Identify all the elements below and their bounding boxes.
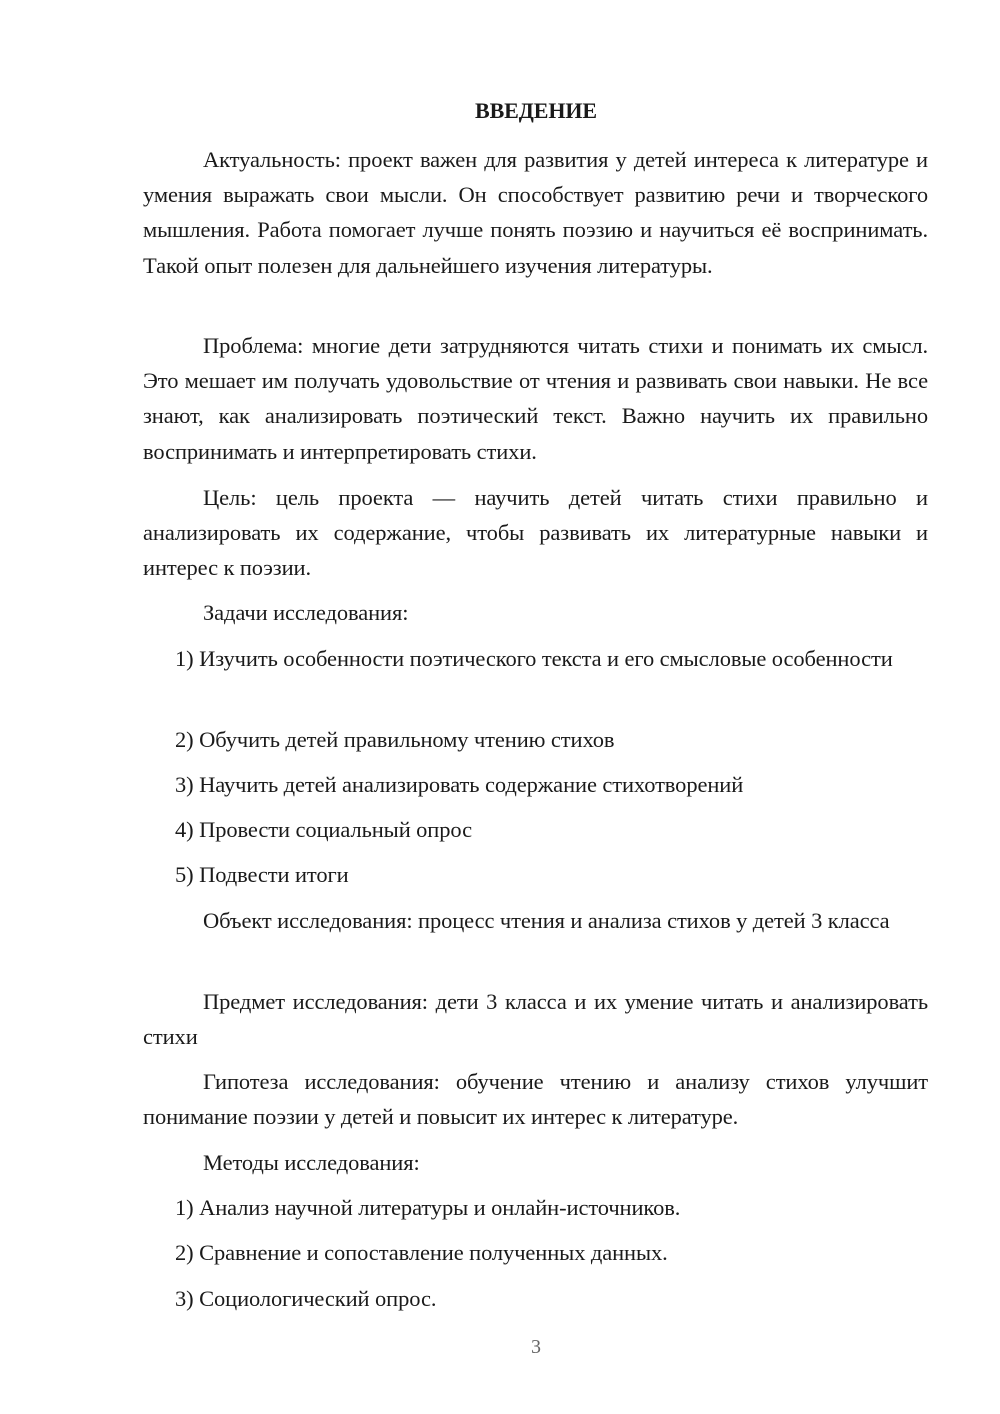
paragraph-object: Объект исследования: процесс чтения и анализа стихов у детей 3 класса: [203, 908, 890, 933]
method-item-2: 2) Сравнение и сопоставление полученных данных.: [175, 1240, 668, 1265]
paragraph-goal: Цель: цель проекта — научить детей читать стихи правильно и анализировать их содержание, чтобы развивать их литературные навыки и интерес к поэзии.: [143, 485, 928, 581]
paragraph-relevance: Актуальность: проект важен для развития у детей интереса к литературе и умения выражать свои мысли. Он способствует развитию речи и творческого мышления. Работа помогает лучше понять поэзию и научиться её воспринимать. Такой опыт полезен для дальнейшего изучения литературы.: [143, 147, 928, 278]
method-item-1: 1) Анализ научной литературы и онлайн-источников.: [175, 1195, 681, 1220]
task-item-1: 1) Изучить особенности поэтического текста и его смысловые особенности: [175, 646, 893, 671]
methods-heading: Методы исследования:: [203, 1150, 420, 1175]
task-item-5: 5) Подвести итоги: [175, 862, 349, 887]
task-item-3: 3) Научить детей анализировать содержание стихотворений: [175, 772, 744, 797]
paragraph-problem: Проблема: многие дети затрудняются читать стихи и понимать их смысл. Это мешает им получать удовольствие от чтения и развивать свои навыки. Не все знают, как анализировать поэтический текст. Важно научить их правильно воспринимать и интерпретировать стихи.: [143, 333, 928, 464]
method-item-3: 3) Социологический опрос.: [175, 1286, 437, 1311]
paragraph-subject: Предмет исследования: дети 3 класса и их умение читать и анализировать стихи: [143, 989, 928, 1050]
tasks-heading: Задачи исследования:: [203, 600, 409, 625]
paragraph-hypothesis: Гипотеза исследования: обучение чтению и анализу стихов улучшит понимание поэзии у детей и повысит их интерес к литературе.: [143, 1069, 928, 1130]
section-title: ВВЕДЕНИЕ: [475, 98, 597, 123]
page-number: 3: [531, 1336, 541, 1358]
task-item-4: 4) Провести социальный опрос: [175, 817, 472, 842]
task-item-2: 2) Обучить детей правильному чтению стихов: [175, 727, 615, 752]
